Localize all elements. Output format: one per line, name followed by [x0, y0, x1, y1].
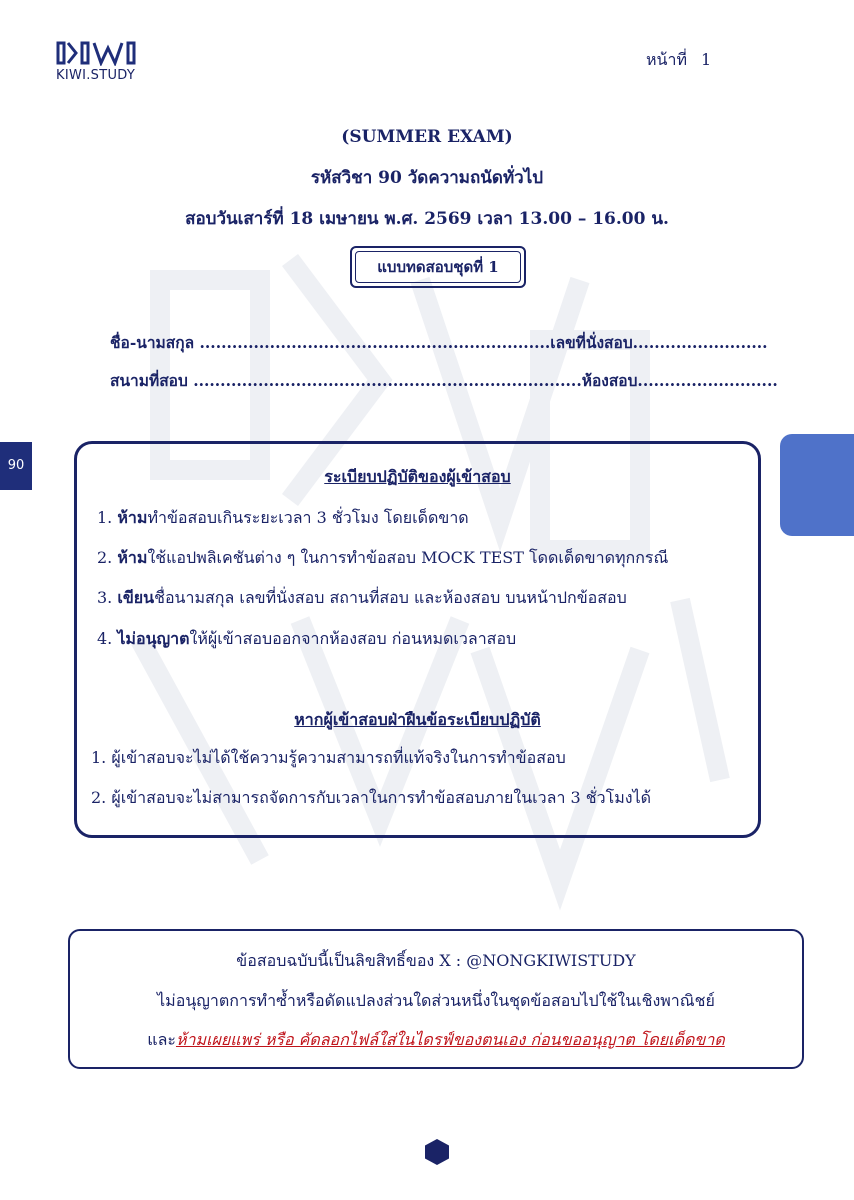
violation-title: หากผู้เข้าสอบฝ่าฝืนข้อระเบียบปฏิบัติ [294, 710, 541, 729]
hexagon-icon [424, 1138, 450, 1166]
test-set-label: แบบทดสอบชุดที่ 1 [355, 251, 521, 283]
exam-title: (SUMMER EXAM) [341, 127, 513, 147]
rule-keyword: เขียน [117, 588, 155, 607]
page-number-value: 1 [701, 50, 712, 69]
violation-item [91, 746, 566, 771]
rule-text: ให้ผู้เข้าสอบออกจากห้องสอบ ก่อนหมดเวลาสอบ [189, 629, 517, 648]
side-tab-subject: 90 [0, 442, 32, 490]
exam-date: สอบวันเสาร์ที่ 18 เมษายน พ.ศ. 2569 เวลา 13.00 – 16.00 น. [185, 209, 669, 229]
kiwi-logo-icon [56, 40, 146, 66]
rule-item [97, 586, 627, 611]
copyright-line: ข้อสอบฉบับนี้เป็นลิขสิทธิ์ของ X : @NONGKIWISTUDY [236, 951, 636, 970]
rule-number: 2. [97, 548, 113, 567]
rules-title: ระเบียบปฏิบัติของผู้เข้าสอบ [324, 467, 511, 486]
side-tab-accent [780, 434, 854, 536]
rule-item [97, 546, 668, 571]
violation-text: ผู้เข้าสอบจะไม่ได้ใช้ความรู้ความสามารถที่แท้จริงในการทำข้อสอบ [111, 748, 566, 767]
rule-keyword: ห้าม [117, 548, 148, 567]
kiwi-logo [56, 40, 148, 83]
test-set-box [350, 246, 526, 288]
rule-number: 1. [97, 508, 113, 527]
rule-text: ทำข้อสอบเกินระยะเวลา 3 ชั่วโมง โดยเด็ดขาด [147, 508, 469, 527]
violation-item [91, 786, 651, 811]
rule-text: ชื่อนามสกุล เลขที่นั่งสอบ สถานที่สอบ และห้องสอบ บนหน้าปกข้อสอบ [154, 588, 627, 607]
page-number [646, 48, 711, 73]
copyright-prefix: และ [147, 1030, 176, 1049]
logo-subtitle: KIWI.STUDY [56, 68, 136, 83]
copyright-line: ไม่อนุญาตการทำซ้ำหรือดัดแปลงส่วนใดส่วนหนึ่งในชุดข้อสอบไปใช้ในเชิงพาณิชย์ [157, 991, 715, 1010]
rule-item [97, 506, 469, 531]
name-seat-field: ชื่อ-นามสกุล .................................................................เลขที่นั่งสอบ......................... [110, 333, 768, 352]
rule-keyword: ห้าม [117, 508, 148, 527]
page-label: หน้าที่ [646, 50, 688, 69]
subject-title: รหัสวิชา 90 วัดความถนัดทั่วไป [310, 168, 544, 188]
copyright-warning: ห้ามเผยแพร่ หรือ คัดลอกไฟล์ใส่ในไดรฟ์ของตนเอง ก่อนขออนุญาต โดยเด็ดขาด [175, 1030, 725, 1049]
violation-number: 2. [91, 788, 107, 807]
rules-box [74, 441, 761, 838]
rule-text: ใช้แอปพลิเคชันต่าง ๆ ในการทำข้อสอบ MOCK TEST โดดเด็ดขาดทุกกรณี [147, 548, 669, 567]
violation-number: 1. [91, 748, 107, 767]
rule-number: 3. [97, 588, 113, 607]
violation-text: ผู้เข้าสอบจะไม่สามารถจัดการกับเวลาในการทำข้อสอบภายในเวลา 3 ชั่วโมงได้ [111, 788, 652, 807]
venue-room-field: สนามที่สอบ ........................................................................ห้องสอบ.......................... [110, 371, 778, 390]
copyright-box [68, 929, 804, 1069]
rule-number: 4. [97, 629, 113, 648]
rule-item [97, 627, 516, 652]
rule-keyword: ไม่อนุญาต [117, 629, 190, 648]
copyright-warning-line [70, 1028, 802, 1053]
